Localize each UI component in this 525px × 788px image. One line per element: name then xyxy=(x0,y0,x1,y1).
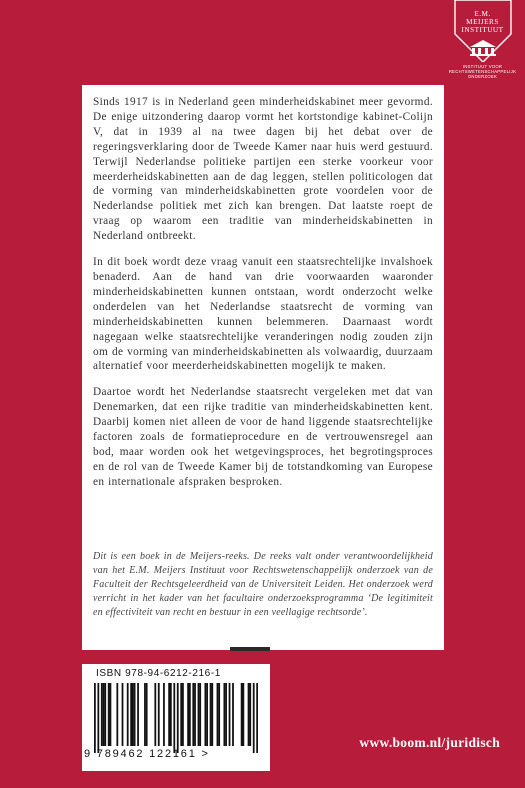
barcode-bar xyxy=(218,683,220,746)
barcode-bar xyxy=(132,683,134,746)
logo-sub-line1: INSTITUUT VOOR xyxy=(462,64,503,69)
barcode-bar xyxy=(173,683,175,753)
barcode-box xyxy=(82,664,270,771)
barcode-bar xyxy=(189,683,191,746)
barcode-bar xyxy=(187,683,189,746)
barcode-bar xyxy=(122,683,124,746)
barcode-bar xyxy=(242,683,244,746)
blurb-paragraph-1: Sinds 1917 is in Nederland geen minderheidskabinet meer gevormd. De enige uitzondering daarop vormt het kortstondige kabinet-Colijn V, dat in 1939 al na twee dagen bij het debat over de regeringsverklaring door de Tweede Kamer naar huis werd gestuurd. Terwijl Nederlandse politieke partijen een sterke voorkeur voor meerderheidskabinetten aan de dag leggen, stellen politicologen dat de vorming van minderheidskabinetten grote voordelen voor de Nederlandse politiek met zich kan brengen. Dat laatste roept de vraag op waarom een traditie van minderheidskabinetten in Nederland ontbreekt. xyxy=(93,96,433,243)
logo-name-line2: MEIJERS xyxy=(466,18,499,26)
barcode-bar xyxy=(110,683,112,746)
divider-mark xyxy=(230,647,270,651)
barcode-bar xyxy=(249,683,251,746)
barcode-bar xyxy=(199,683,201,746)
logo-sub-line2: RECHTSWETENSCHAPPELIJK xyxy=(448,69,517,74)
meijers-instituut-logo xyxy=(440,0,525,116)
barcode-bar xyxy=(256,683,258,753)
barcode-bar xyxy=(97,683,99,753)
logo-name-line3: INSTITUUT xyxy=(461,26,504,34)
barcode-bar xyxy=(225,683,227,746)
barcode-bar xyxy=(130,683,132,746)
barcode-bar xyxy=(241,683,243,746)
isbn-label: ISBN 978-94-6212-216-1 xyxy=(96,668,221,679)
barcode-bar xyxy=(229,683,231,746)
barcode-bar xyxy=(154,683,156,746)
barcode-bar xyxy=(223,683,225,746)
barcode-bar xyxy=(180,683,182,746)
barcode-bar xyxy=(182,683,184,746)
barcode-bar xyxy=(103,683,105,746)
barcode-bar xyxy=(177,683,179,753)
barcode-bar xyxy=(217,683,219,746)
barcode-bar xyxy=(194,683,196,746)
barcode-bar xyxy=(253,683,255,753)
logo-sub-line3: ONDERZOEK xyxy=(467,74,498,79)
barcode-bar xyxy=(192,683,194,746)
barcode-bar xyxy=(101,683,103,746)
publisher-website: www.boom.nl/juridisch xyxy=(359,735,500,750)
barcode-bar xyxy=(206,683,208,746)
barcode-bar xyxy=(146,683,148,746)
barcode-bar xyxy=(127,683,129,746)
barcode-bar xyxy=(232,683,234,746)
barcode-digits: 9 789462 122161 > xyxy=(84,748,210,760)
blurb-text xyxy=(93,95,433,490)
series-note: Dit is een boek in de Meijers-reeks. De reeks valt onder verantwoordelijkheid van het E.M. Meijers Instituut voor Rechtswetenschappelijk onderzoek van de Faculteit der Rechtsgeleerdheid van de Universiteit Leiden. Het onderzoek werd verricht in het kader van het facultaire onderzoeksprogramma ‘De legitimiteit en effectiviteit van recht en bestuur in een veellagige rechtsorde’. xyxy=(93,551,433,619)
blurb-panel xyxy=(82,85,444,650)
barcode-bar xyxy=(163,683,165,746)
barcode-bar xyxy=(168,683,170,746)
barcode-bar xyxy=(104,683,106,746)
barcode-bar xyxy=(94,683,96,753)
barcode-bar xyxy=(204,683,206,746)
barcode-bar xyxy=(137,683,139,746)
barcode-bar xyxy=(210,683,212,746)
barcode-bar xyxy=(158,683,160,746)
barcode-bar xyxy=(211,683,213,746)
barcode-bar xyxy=(108,683,110,746)
barcode-bar xyxy=(116,683,118,746)
barcode-bar xyxy=(198,683,200,746)
barcode-bar xyxy=(170,683,172,746)
logo-name-line1: E.M. xyxy=(474,10,491,18)
barcode-bar xyxy=(134,683,136,746)
blurb-paragraph-3: Daartoe wordt het Nederlandse staatsrecht vergeleken met dat van Denemarken, dat een rijke traditie van minderheidskabinetten kent. Daarbij komen niet alleen de voor de hand liggende staatsrechtelijke factoren zoals de formatieprocedure en de vertrouwensregel aan bod, maar worden ook het wetgevingsproces, het begrotingsproces en de rol van de Tweede Kamer bij de totstandkoming van Europese en internationale afspraken besproken. xyxy=(93,386,433,488)
barcode-bar xyxy=(144,683,146,746)
blurb-paragraph-2: In dit boek wordt deze vraag vanuit een staatsrechtelijke invalshoek benaderd. Aan de hand van drie voorwaarden waaronder minderheidskabinetten kunnen ontstaan, wordt onderzocht welke onderdelen van het Nederlandse staatsrecht de vorming van minderheidskabinetten kunnen belemmeren. Daarnaast wordt nagegaan welke staatsrechtelijke veranderingen nodig zouden zijn om de vorming van minderheidskabinetten als volwaardig, duurzaam alternatief voor meerderheidskabinetten mogelijk te maken. xyxy=(93,256,433,373)
barcode-bar xyxy=(248,683,250,746)
